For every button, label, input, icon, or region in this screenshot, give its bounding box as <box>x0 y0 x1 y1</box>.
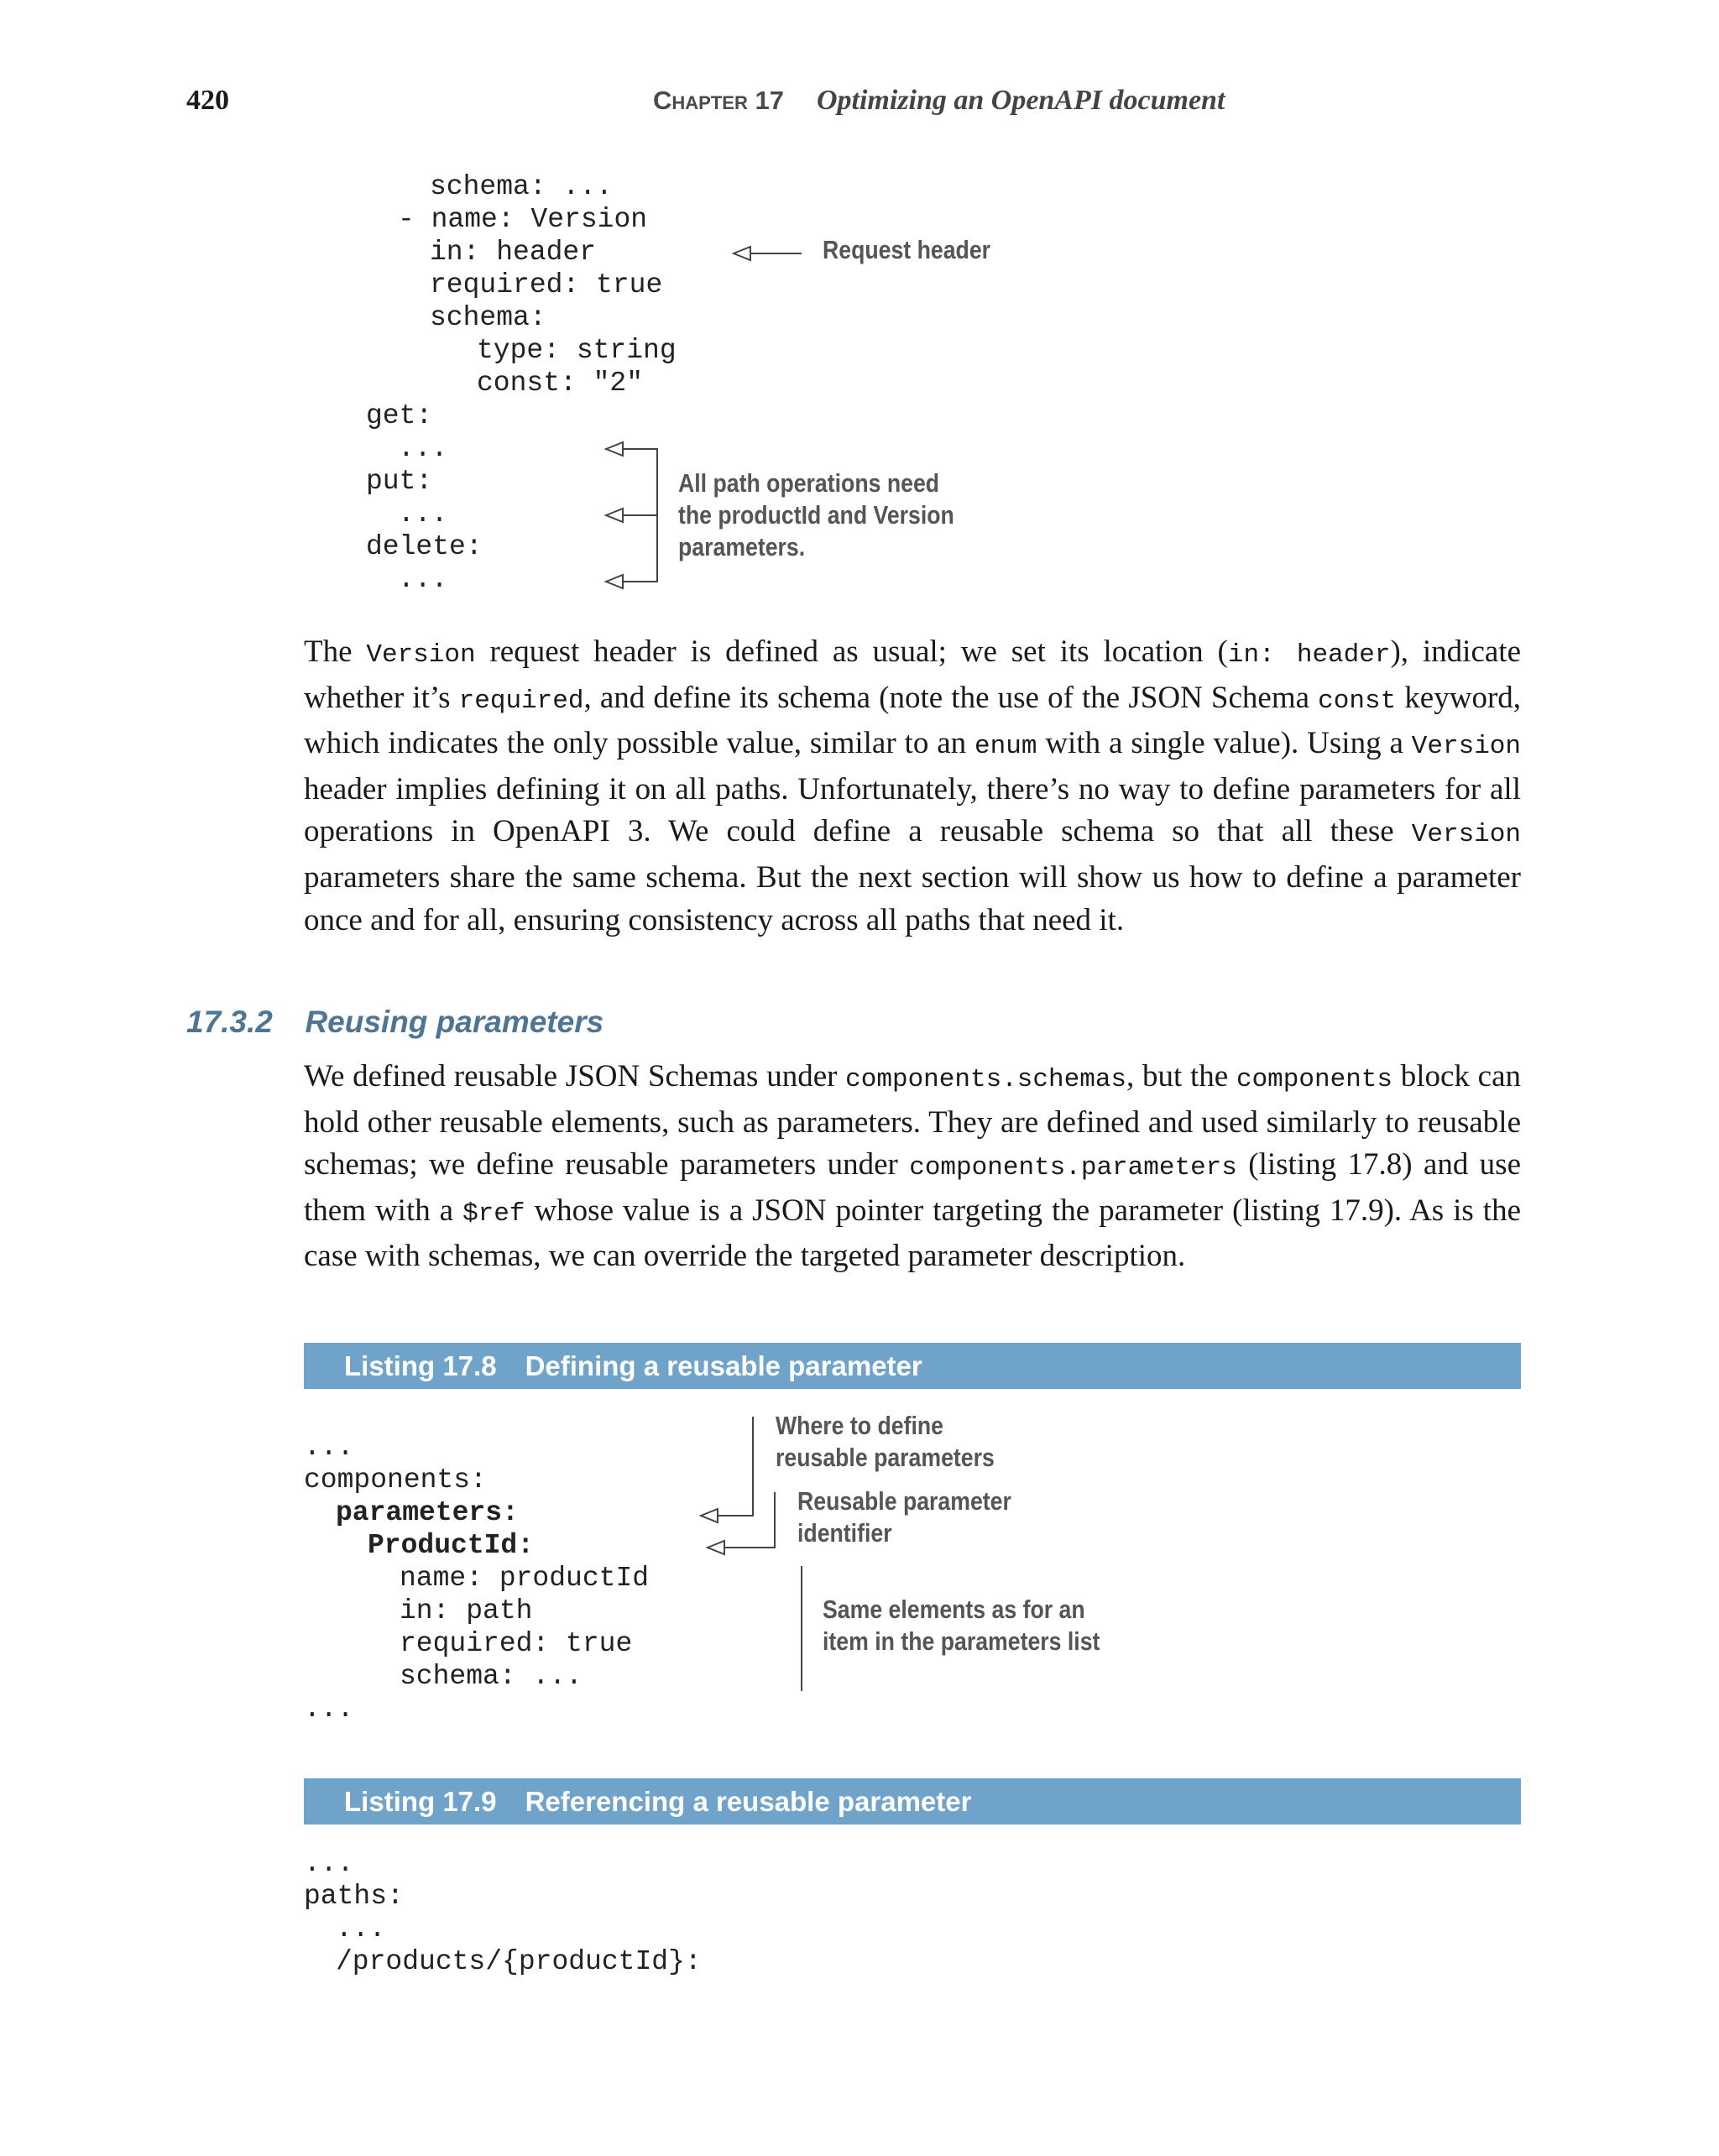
code-line: schema: ... <box>430 171 613 202</box>
code-line: parameters: <box>336 1497 519 1528</box>
code-line: ... <box>304 1848 354 1879</box>
annotation-line: parameters. <box>678 532 806 561</box>
body-paragraph-1: The Version request header is defined as usual; we set its location (in: header), indicate whether it’s required, and define its schema (note the use of the JSON Schema const keyword, which indicates the only possible value, similar to an enum with a single value). Using a Version header implies defining it on all paths. Unfortunately, there’s no way to define parameters for all operations in OpenAPI 3. We could define a reusable schema so that all these Version parameters share the same schema. But the next section will show us how to define a parameter once and for all, ensuring consistency across all paths that need it. <box>304 634 1522 937</box>
code-line: paths: <box>304 1881 404 1912</box>
arrowhead-icon <box>734 247 750 260</box>
body-paragraph-2: We defined reusable JSON Schemas under components.schemas, but the components block can hold other reusable elements, such as parameters. They are defined and used similarly to reusable schemas; we define reusable parameters under components.parameters (listing 17.8) and use them with a $ref whose value is a JSON pointer targeting the parameter (listing 17.9). As is the case with schemas, we can override the targeted parameter description. <box>304 1059 1522 1274</box>
arrowhead-icon <box>606 575 623 588</box>
annotation-line: Where to define <box>776 1411 943 1440</box>
code-line: ... <box>398 564 448 595</box>
callout-bracket <box>718 1417 753 1516</box>
annotation-line: item in the parameters list <box>823 1626 1100 1656</box>
annotation-line: Same elements as for an <box>823 1595 1085 1624</box>
code-line: ... <box>398 499 448 530</box>
code-line: ... <box>398 433 448 464</box>
arrowhead-icon <box>606 442 623 456</box>
page-number: 420 <box>186 85 229 116</box>
chapter-title: Optimizing an OpenAPI document <box>816 85 1225 116</box>
code-line: const: "2" <box>477 368 644 399</box>
annotation-line: Reusable parameter <box>797 1486 1011 1516</box>
section-number: 17.3.2 <box>186 1005 273 1039</box>
arrowhead-icon <box>701 1509 718 1522</box>
code-line: name: productId <box>400 1563 650 1594</box>
code-line: required: true <box>400 1628 633 1659</box>
code-line: put: <box>366 466 433 497</box>
annotation-line: identifier <box>797 1518 892 1548</box>
arrowhead-icon <box>708 1541 724 1554</box>
code-line: required: true <box>430 269 663 300</box>
chapter-label: Chapter 17 <box>653 86 784 115</box>
code-line: get: <box>366 400 433 431</box>
code-line: - name: Version <box>398 204 648 235</box>
listing-caption-text: Listing 17.8 Defining a reusable parameter <box>344 1350 922 1381</box>
code-line: in: path <box>400 1595 533 1626</box>
listing-caption-text: Listing 17.9 Referencing a reusable parameter <box>344 1786 972 1817</box>
code-line: ... <box>304 1432 354 1463</box>
code-line: schema: <box>430 302 546 333</box>
annotation-request-header: Request header <box>823 235 991 264</box>
section-title: Reusing parameters <box>305 1005 604 1039</box>
code-line: delete: <box>366 531 483 562</box>
callout-bracket <box>724 1492 775 1548</box>
code-line: ProductId: <box>368 1530 535 1561</box>
code-line: in: header <box>430 237 597 268</box>
code-line: ... <box>336 1913 386 1945</box>
code-line: schema: ... <box>400 1661 583 1692</box>
annotation-line: the productId and Version <box>678 500 954 530</box>
arrowhead-icon <box>606 509 623 522</box>
code-line: /products/{productId}: <box>336 1946 702 1977</box>
code-line: components: <box>304 1464 487 1496</box>
code-line: type: string <box>477 335 677 366</box>
annotation-line: All path operations need <box>678 468 940 498</box>
annotation-line: reusable parameters <box>776 1443 995 1472</box>
code-line: ... <box>304 1694 354 1725</box>
